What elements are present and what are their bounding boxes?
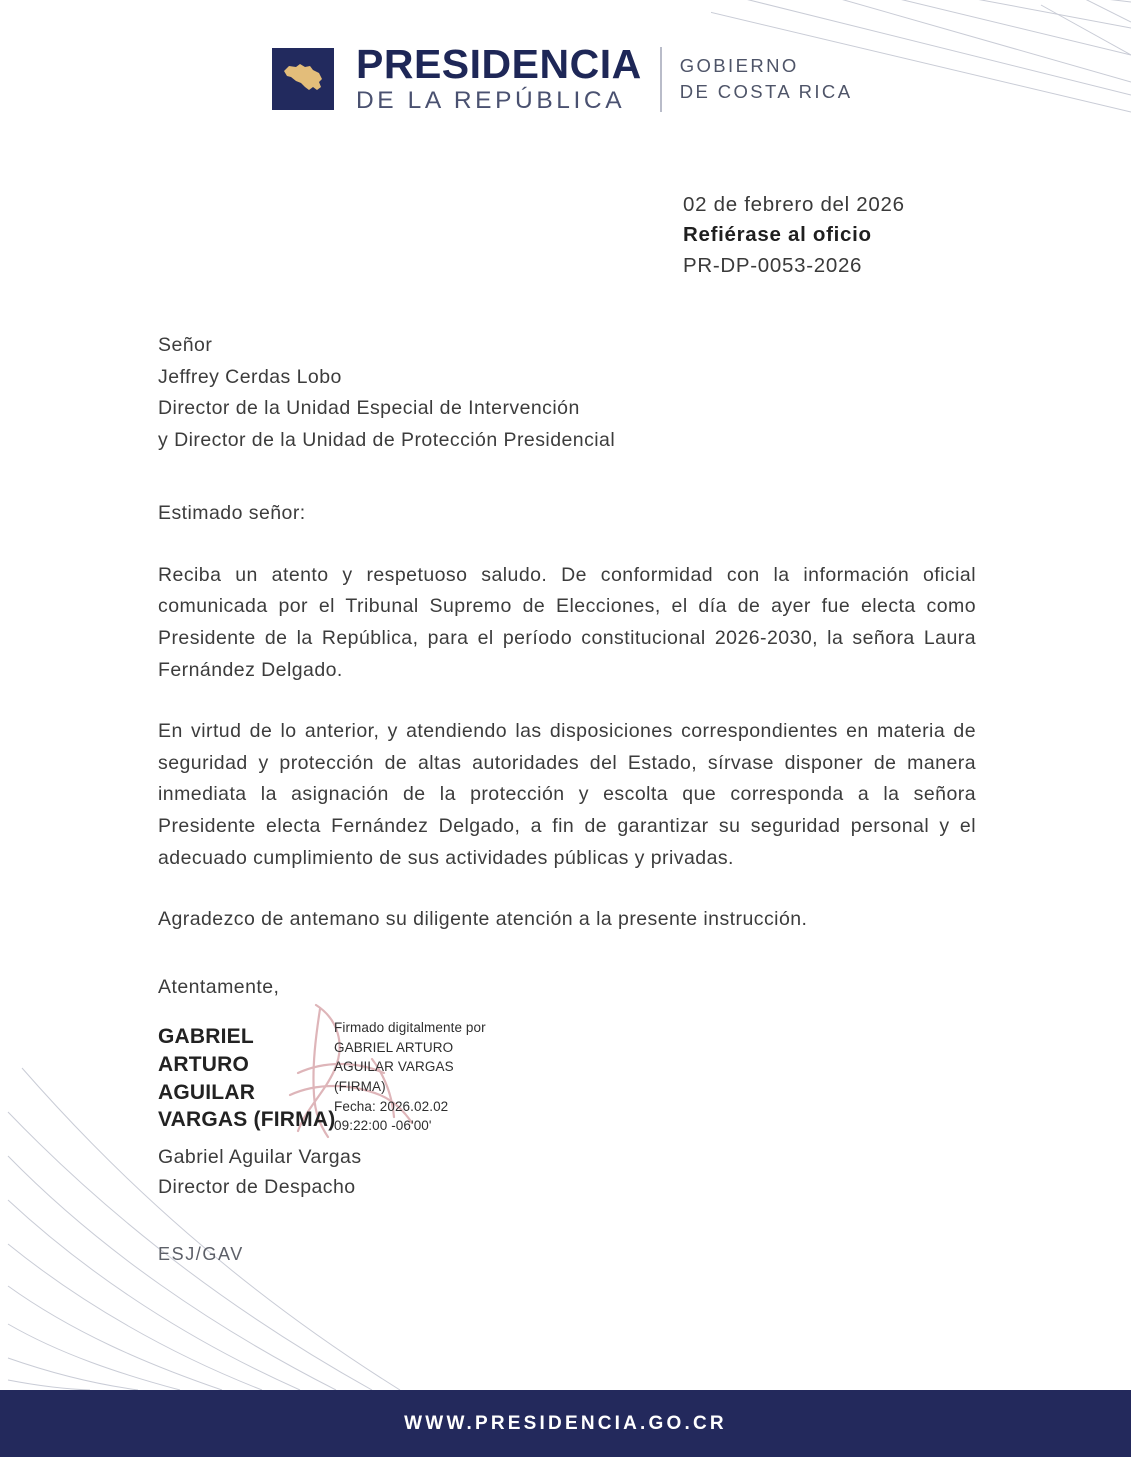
stamp-name-line-2: ARTURO bbox=[158, 1052, 250, 1076]
brand-presidencia: PRESIDENCIA bbox=[356, 41, 642, 87]
paragraph-1: Reciba un atento y respetuoso saludo. De conformidad con la información oficial comunicada por el Tribunal Supremo de Elecciones, el día de ayer fue electa como Presidente de la República, para el período constitucional 2026-2030, la señora Laura Fernández Delgado. bbox=[158, 563, 976, 681]
addressee-position-1: Director de la Unidad Especial de Intervención bbox=[158, 397, 580, 420]
letter-body bbox=[158, 330, 976, 1202]
government-text bbox=[680, 53, 853, 107]
reference-block bbox=[683, 190, 905, 281]
signer-identity bbox=[158, 1143, 976, 1202]
closing-line: Atentamente, bbox=[158, 975, 280, 998]
signer-name: Gabriel Aguilar Vargas bbox=[158, 1146, 362, 1169]
signer-position: Director de Despacho bbox=[158, 1175, 356, 1198]
addressee-title: Señor bbox=[158, 334, 213, 356]
signature-detail-2: GABRIEL ARTURO bbox=[334, 1039, 454, 1055]
refer-label: Refiérase al oficio bbox=[683, 223, 872, 247]
footer-website-url: WWW.PRESIDENCIA.GO.CR bbox=[404, 1412, 727, 1434]
costa-rica-map-icon bbox=[272, 48, 334, 110]
gov-line-2: DE COSTA RICA bbox=[679, 81, 853, 103]
signature-stamp-name bbox=[158, 1023, 338, 1134]
brand-text bbox=[356, 41, 642, 115]
signature-block bbox=[158, 1013, 976, 1143]
signature-detail-date: Fecha: 2026.02.02 bbox=[334, 1098, 449, 1114]
signature-detail-4: (FIRMA) bbox=[334, 1078, 386, 1094]
letterhead bbox=[272, 41, 853, 115]
addressee-name: Jeffrey Cerdas Lobo bbox=[158, 365, 342, 388]
stamp-name-line-3: AGUILAR bbox=[158, 1080, 256, 1104]
gov-line-1: GOBIERNO bbox=[679, 54, 799, 76]
letter-date: 02 de febrero del 2026 bbox=[683, 193, 905, 216]
page-footer bbox=[0, 1390, 1131, 1457]
signature-detail-3: AGUILAR VARGAS bbox=[334, 1059, 454, 1075]
addressee-block bbox=[158, 330, 976, 456]
oficio-number: PR-DP-0053-2026 bbox=[683, 253, 863, 277]
signature-detail-time: 09:22:00 -06'00' bbox=[334, 1118, 432, 1134]
digital-signature-details bbox=[334, 1018, 486, 1135]
letterhead-divider bbox=[660, 47, 662, 112]
typist-initials: ESJ/GAV bbox=[158, 1244, 244, 1264]
paragraph-2: En virtud de lo anterior, y atendiendo las disposiciones correspondientes en materia de seguridad y protección de altas autoridades del Estado, sírvase disponer de manera inmediata la asignación de la protección y escolta que corresponda a la señora Presidente electa Fernández Delgado, a fin de garantizar su seguridad personal y el adecuado cumplimiento de sus actividades públicas y privadas. bbox=[158, 720, 976, 869]
salutation: Estimado señor: bbox=[158, 502, 306, 525]
stamp-name-line-4: VARGAS (FIRMA) bbox=[158, 1108, 336, 1132]
signature-detail-1: Firmado digitalmente por bbox=[334, 1020, 486, 1036]
brand-republica: DE LA REPÚBLICA bbox=[356, 87, 626, 114]
addressee-position-2: y Director de la Unidad de Protección Presidencial bbox=[158, 428, 616, 451]
stamp-name-line-1: GABRIEL bbox=[158, 1025, 254, 1049]
paragraph-3: Agradezco de antemano su diligente atención a la presente instrucción. bbox=[158, 908, 808, 931]
